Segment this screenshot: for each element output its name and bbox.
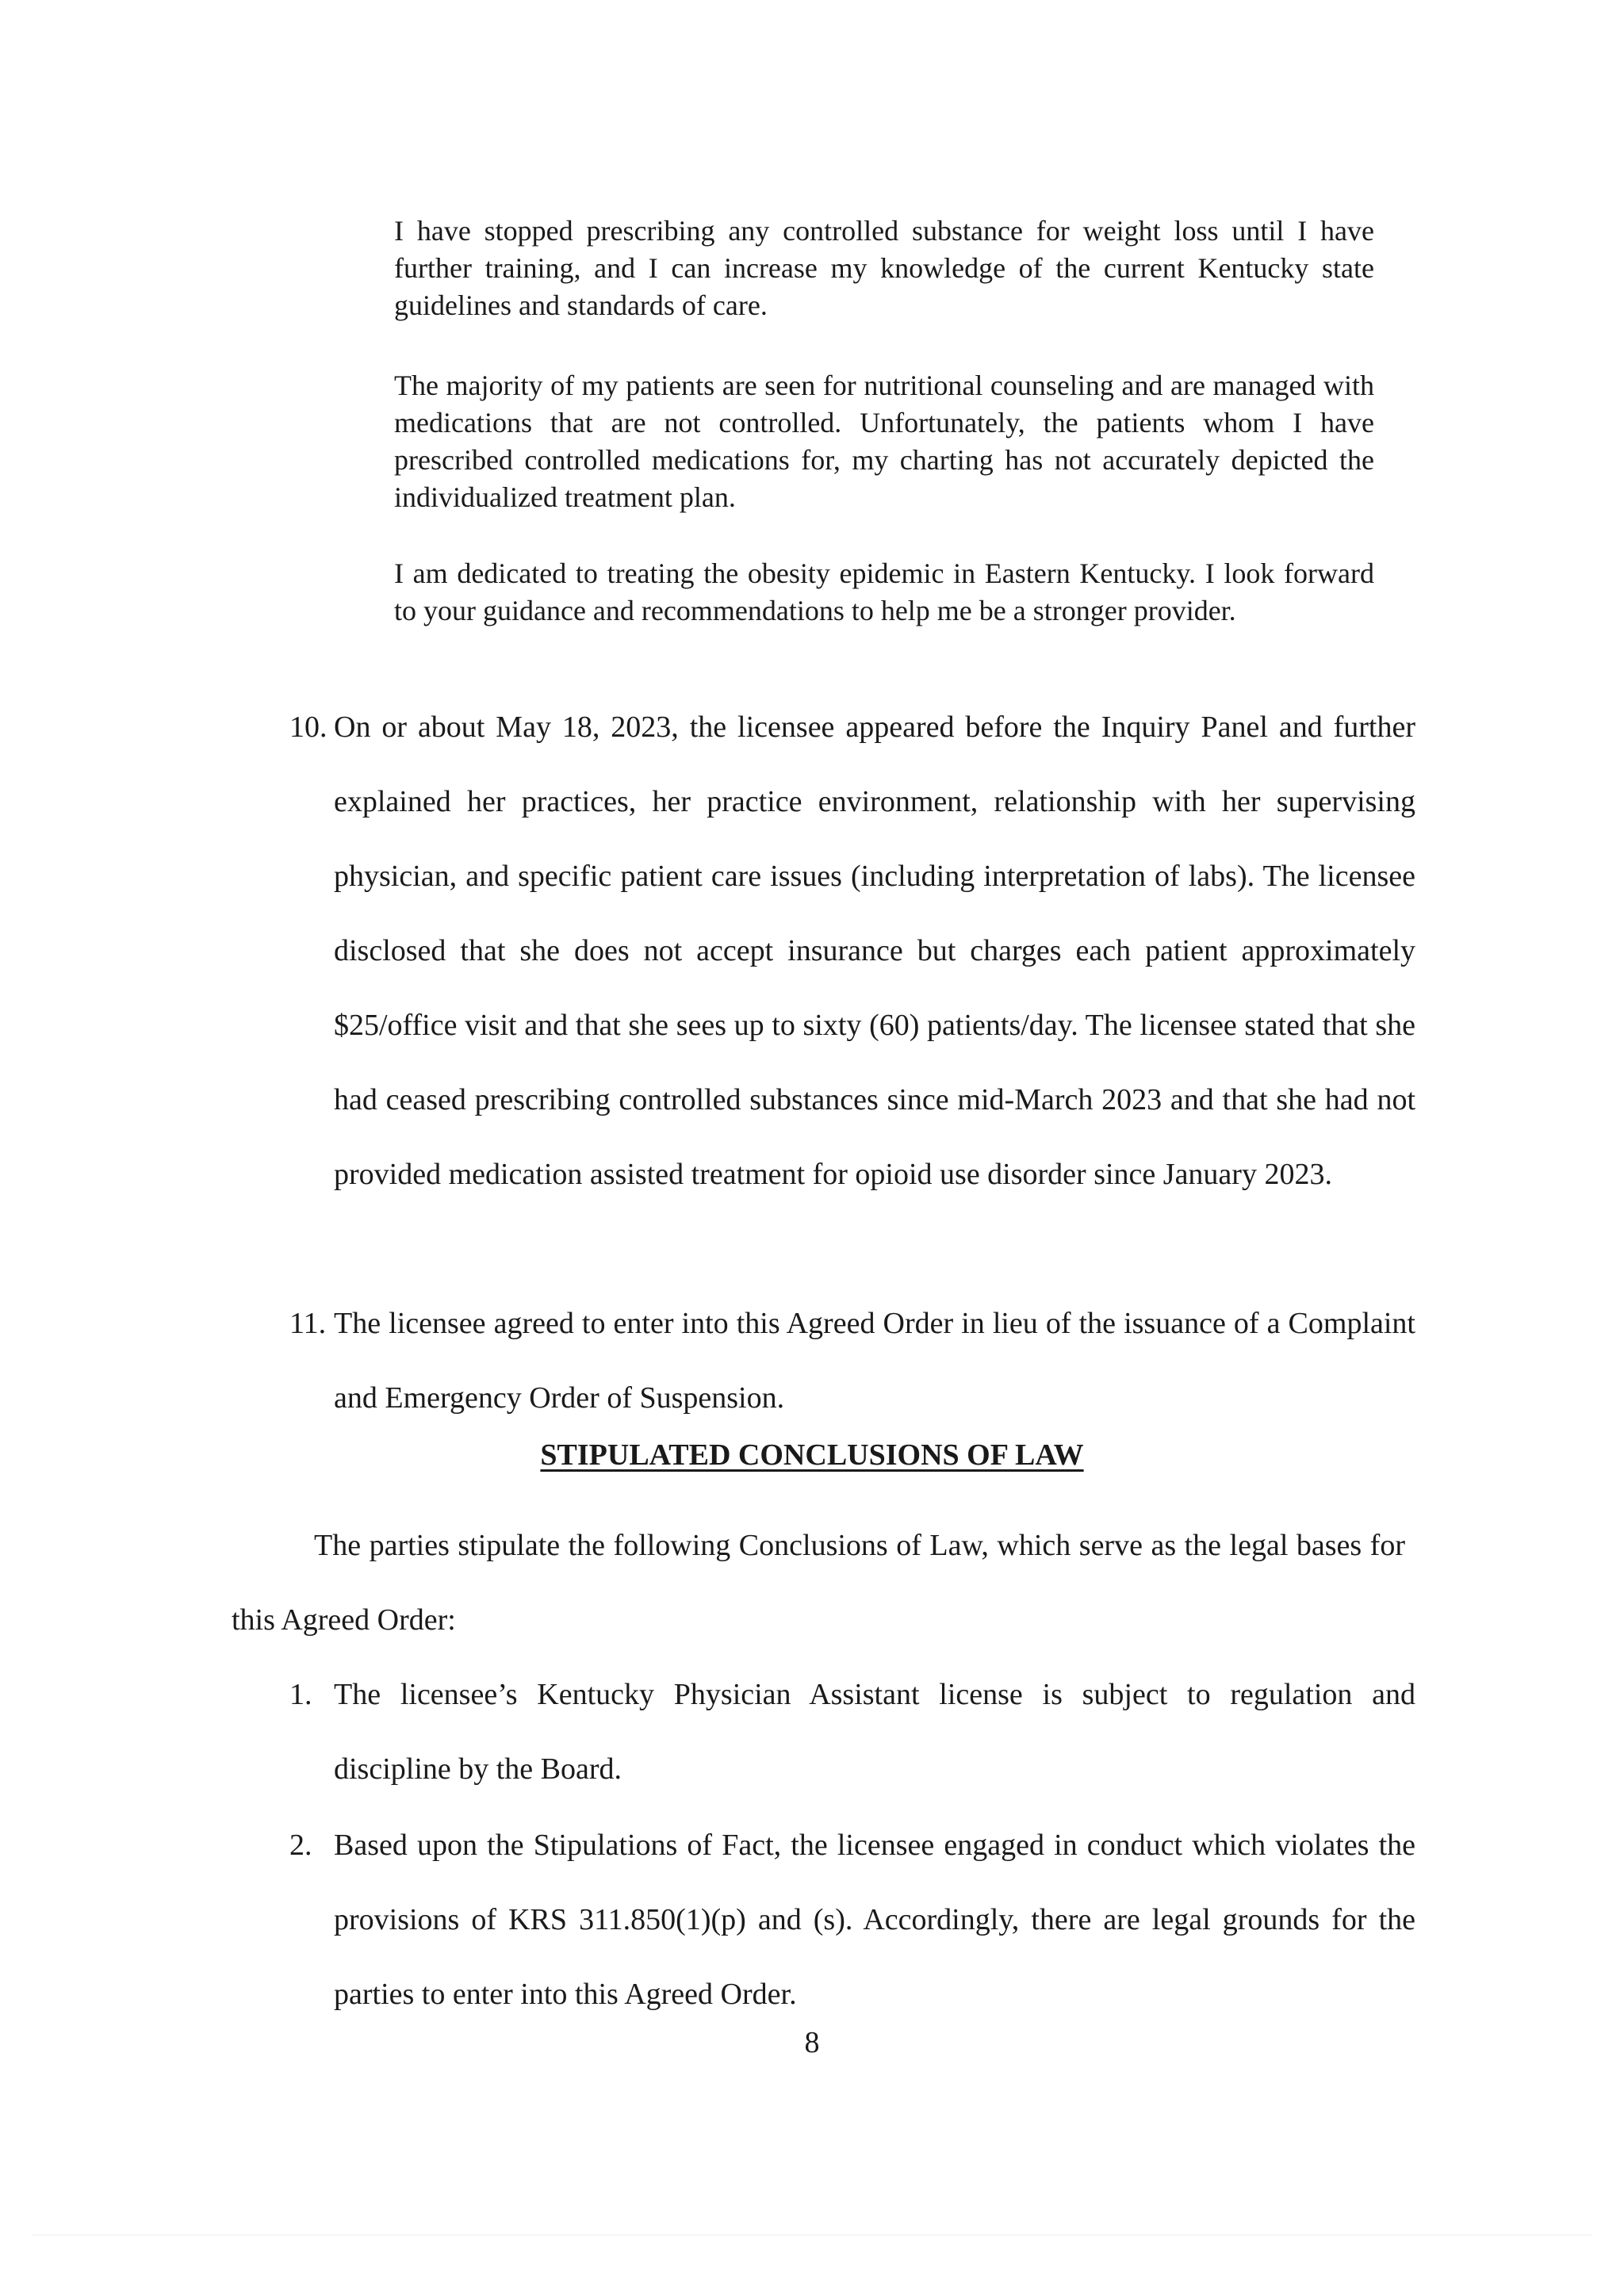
page-number: 8 [804,2026,820,2059]
conclusion-number: 2. [289,1829,312,1862]
conclusion-text: The licensee’s Kentucky Physician Assistant license is subject to regulation and discipline by the Board. [334,1678,1415,1786]
conclusions-intro: The parties stipulate the following Conclusions of Law, which serve as the legal bases for this Agreed Order: [232,1529,1405,1637]
conclusion-number: 1. [289,1678,312,1711]
conclusion-item-2 [289,1808,1415,2032]
section-heading: STIPULATED CONCLUSIONS OF LAW [540,1438,1084,1472]
fact-text: On or about May 18, 2023, the licensee appeared before the Inquiry Panel and further explained her practices, her practice environment, relationship with her supervising physician, and specific patient care issues (including interpretation of labs). The licensee disclosed that she does not accept insurance but charges each patient approximately $25/office visit and that she sees up to sixty (60) patients/day. The licensee stated that she had ceased prescribing controlled substances since mid-March 2023 and that she had not provided medication assisted treatment for opioid use disorder since January 2023. [334,710,1415,1191]
fact-item-10 [289,690,1415,1212]
conclusion-text: Based upon the Stipulations of Fact, the licensee engaged in conduct which violates the provisions of KRS 311.850(1)(p) and (s). Accordingly, there are legal grounds for the parties to enter into this Agreed Order. [334,1829,1415,2011]
quoted-letter-paragraph-2: The majority of my patients are seen for nutritional counseling and are managed with medications that are not controlled. Unfortunately, the patients whom I have prescribed controlled medications for, my charting has not accurately depicted the individualized treatment plan. [394,370,1374,513]
fact-number: 11. [289,1307,327,1340]
fact-item-11 [289,1286,1415,1435]
fact-text: The licensee agreed to enter into this Agreed Order in lieu of the issuance of a Complaint and Emergency Order of Suspension. [334,1307,1415,1415]
quoted-letter-paragraph-3: I am dedicated to treating the obesity epidemic in Eastern Kentucky. I look forward to your guidance and recommendations to help me be a stronger provider. [394,557,1374,626]
fact-number: 10. [289,710,327,744]
quoted-letter-paragraph-1: I have stopped prescribing any controlled substance for weight loss until I have further training, and I can increase my knowledge of the current Kentucky state guidelines and standards of care. [394,215,1374,321]
conclusion-item-1 [289,1657,1415,1806]
